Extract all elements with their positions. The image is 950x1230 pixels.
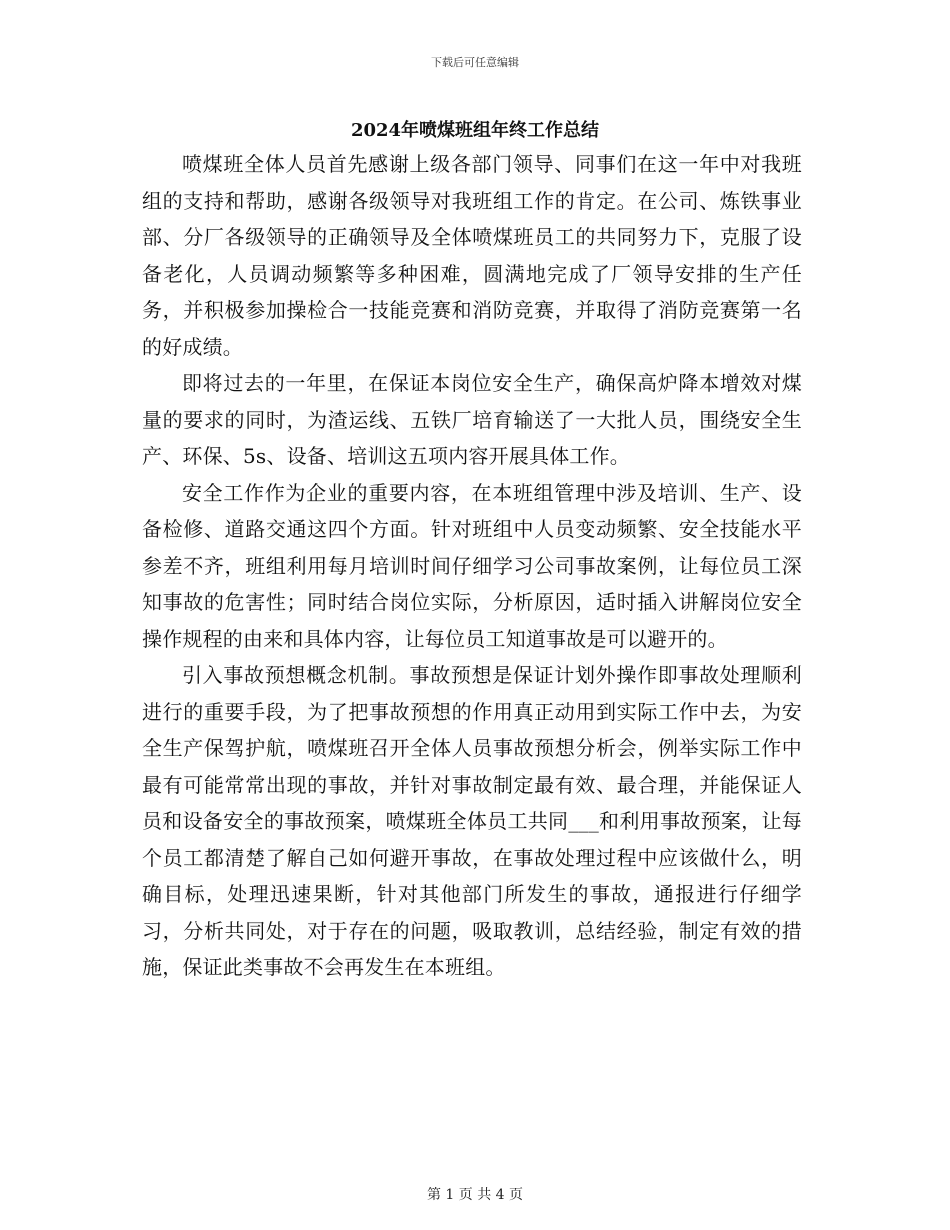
paragraph-1: 喷煤班全体人员首先感谢上级各部门领导、同事们在这一年中对我班组的支持和帮助，感谢各级领导对我班组工作的肯定。在公司、炼铁事业部、分厂各级领导的正确领导及全体喷煤班员工的共同努力下，克服了设备老化，人员调动频繁等多种困难，圆满地完成了厂领导安排的生产任务，并积极参加操检合一技能竞赛和消防竞赛，并取得了消防竞赛第一名的好成绩。 <box>142 152 802 359</box>
header-note: 下载后可任意编辑 <box>431 56 519 69</box>
paragraph-3: 安全工作作为企业的重要内容，在本班组管理中涉及培训、生产、设备检修、道路交通这四个方面。针对班组中人员变动频繁、安全技能水平参差不齐，班组利用每月培训时间仔细学习公司事故案例，让每位员工深知事故的危害性；同时结合岗位实际，分析原因，适时插入讲解岗位安全操作规程的由来和具体内容，让每位员工知道事故是可以避开的。 <box>142 480 802 651</box>
paragraph-2: 即将过去的一年里，在保证本岗位安全生产，确保高炉降本增效对煤量的要求的同时，为渣运线、五铁厂培育输送了一大批人员，围绕安全生产、环保、5s、设备、培训这五项内容开展具体工作。 <box>142 371 802 468</box>
document-title: 2024年喷煤班组年终工作总结 <box>350 120 600 141</box>
paragraph-4: 引入事故预想概念机制。事故预想是保证计划外操作即事故处理顺利进行的重要手段，为了把事故预想的作用真正动用到实际工作中去，为安全生产保驾护航，喷煤班召开全体人员事故预想分析会，例举实际工作中最有可能常常出现的事故，并针对事故制定最有效、最合理，并能保证人员和设备安全的事故预案，喷煤班全体员工共同___和利用事故预案，让每个员工都清楚了解自己如何避开事故，在事故处理过程中应该做什么，明确目标，处理迅速果断，针对其他部门所发生的事故，通报进行仔细学习，分析共同处，对于存在的问题，吸取教训，总结经验，制定有效的措施，保证此类事故不会再发生在本班组。 <box>142 663 802 979</box>
document-body <box>142 146 802 986</box>
page-number: 第 1 页 共 4 页 <box>426 1187 524 1203</box>
